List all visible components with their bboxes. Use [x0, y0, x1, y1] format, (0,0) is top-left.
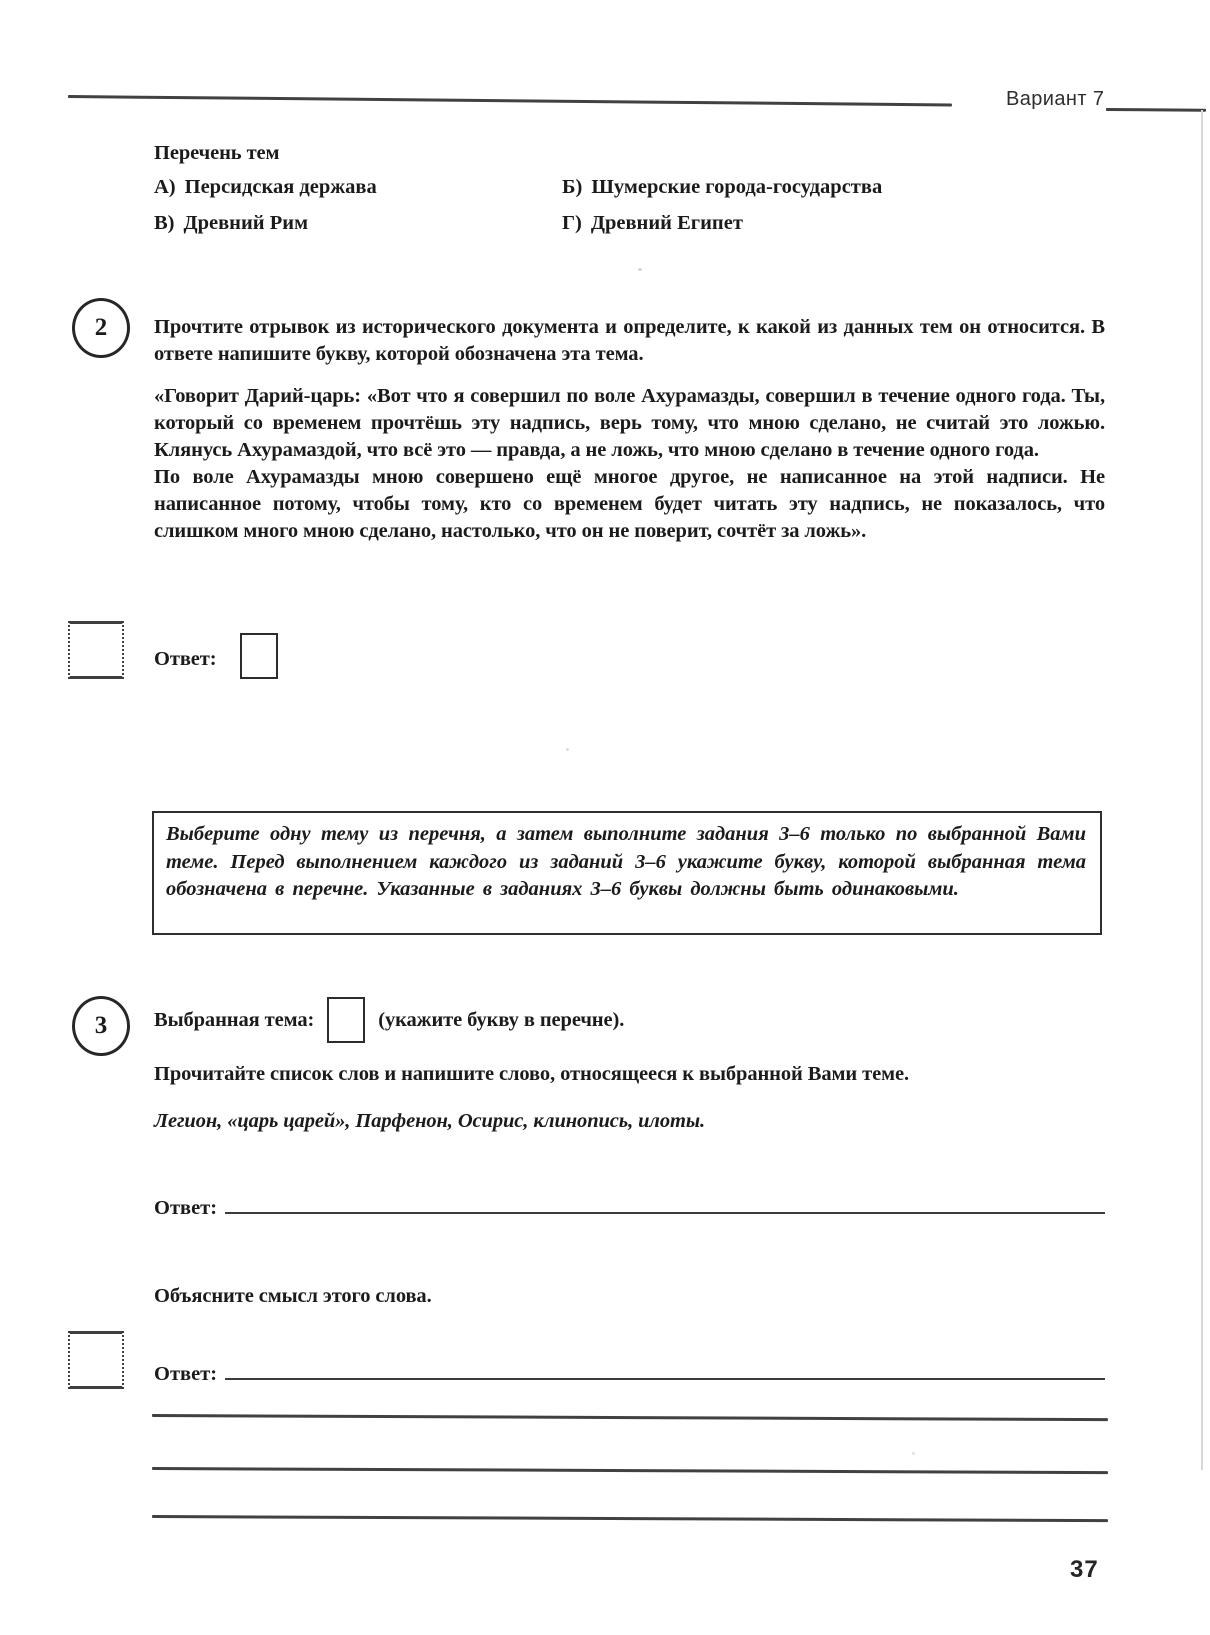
topic-letter: Б) — [562, 176, 583, 198]
header-rule — [68, 95, 952, 106]
topics-heading: Перечень тем — [154, 142, 280, 164]
answer-line[interactable] — [152, 1467, 1108, 1474]
page-edge-shadow — [1201, 110, 1203, 1470]
scan-speck — [638, 268, 642, 271]
quote-paragraph: «Говорит Дарий-царь: «Вот что я совершил по воле Ахурамазды, совершил в течение одного года. Ты, который со временем прочтёшь эту надпись, верь тому, что мною сделано, не считай это ложью. Клянусь Ахурамаздой, что всё это — правда, а не ложь, что мною сделано в течение одного года. — [154, 385, 1105, 461]
scan-speck — [912, 1452, 915, 1455]
topic-letter: А) — [154, 176, 176, 198]
chosen-theme-label: Выбранная тема: — [154, 1008, 315, 1031]
score-box-task2 — [68, 621, 124, 679]
answer-line[interactable] — [152, 1414, 1108, 1421]
topic-letter: В) — [154, 212, 175, 234]
topic-item-v — [154, 212, 308, 235]
chosen-theme-box[interactable] — [327, 997, 365, 1043]
variant-label: Вариант 7 — [1006, 88, 1105, 110]
topic-item-b — [562, 176, 882, 199]
score-box-task3 — [68, 1331, 124, 1389]
topic-title: Древний Рим — [183, 212, 309, 234]
task3-theme-row — [154, 996, 624, 1044]
task3-answer-row — [154, 1182, 1105, 1223]
topic-title: Персидская держава — [184, 176, 377, 198]
task3-explain-answer-label: Ответ: — [154, 1363, 218, 1385]
task3-explain-answer-line[interactable] — [225, 1348, 1105, 1380]
answer-line[interactable] — [152, 1515, 1108, 1522]
task3-instruction: Прочитайте список слов и напишите слово, относящееся к выбранной Вами теме. — [154, 1063, 909, 1085]
task3-explain-answer-row — [154, 1348, 1105, 1389]
topic-item-a — [154, 176, 377, 199]
task2-quote — [154, 383, 1105, 545]
header-rule-right — [1106, 108, 1206, 111]
scan-speck — [566, 748, 569, 751]
task3-word-list: Легион, «царь царей», Парфенон, Осирис, клинопись, илоты. — [154, 1110, 705, 1132]
topic-title: Древний Египет — [590, 212, 743, 234]
task2-answer-box[interactable] — [240, 633, 278, 679]
task2-instruction: Прочтите отрывок из исторического документа и определите, к какой из данных тем он относится. В ответе напишите букву, которой обозначена эта тема. — [154, 316, 1105, 365]
task3-explain-instruction: Объясните смысл этого слова. — [154, 1285, 432, 1307]
notice-box — [152, 811, 1102, 935]
task3-number-badge — [72, 996, 130, 1056]
page-number: 37 — [1070, 1556, 1099, 1583]
topic-letter: Г) — [562, 212, 582, 234]
task2-answer-label: Ответ: — [154, 648, 217, 670]
chosen-theme-hint: (укажите букву в перечне). — [378, 1008, 625, 1031]
topic-item-g — [562, 212, 743, 235]
task2-number: 2 — [94, 314, 108, 341]
task3-number: 3 — [94, 1012, 108, 1039]
task2-number-badge — [72, 298, 130, 358]
quote-paragraph: По воле Ахурамазды мною совершено ещё многое другое, не написанное на этой надписи. Не написанное потому, чтобы тому, кто со временем будет читать эту надпись, не показалось, что слишком много мною сделано, настолько, что он не поверит, сочтёт за ложь». — [154, 466, 1105, 542]
task3-answer-label: Ответ: — [154, 1197, 218, 1219]
task3-answer-line[interactable] — [225, 1182, 1105, 1214]
topic-title: Шумерские города-государства — [591, 176, 883, 198]
notice-text: Выберите одну тему из перечня, а затем выполните задания 3–6 только по выбранной Вами теме. Перед выполнением каждого из заданий 3–6 укажите букву, которой выбранная тема обозначена в перечне. Указанные в заданиях 3–6 буквы должны быть одинаковыми. — [166, 823, 1086, 900]
